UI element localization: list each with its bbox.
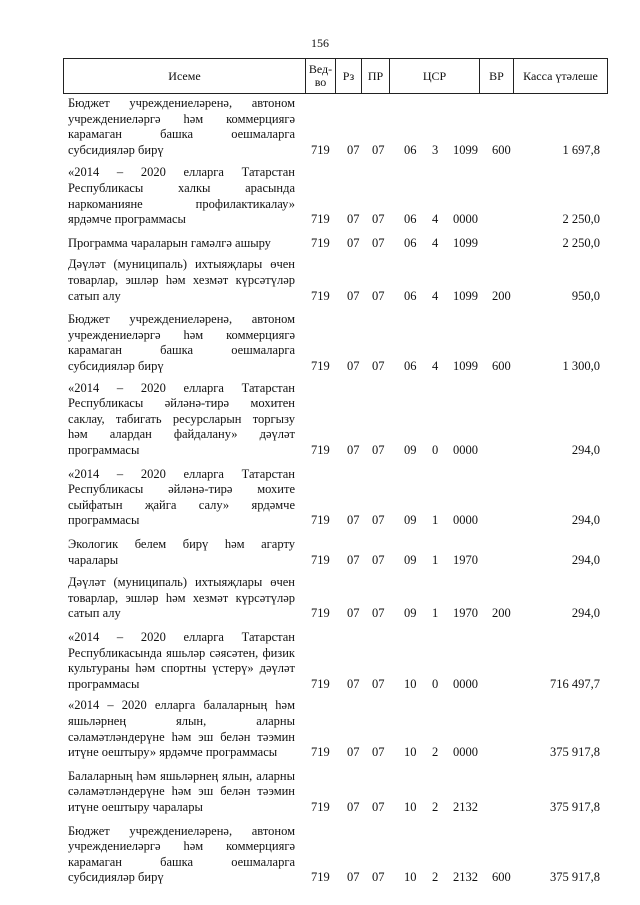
ved-cell: 719 [311,235,330,250]
pr-cell: 07 [372,212,385,227]
table-body [0,96,640,886]
csr-activity-cell: 1970 [453,552,478,567]
csr-subprogram-cell: 4 [432,358,439,373]
kassa-cell: 2 250,0 [562,235,600,250]
rz-cell: 07 [347,552,360,567]
row-name-line: Дәүләт (муниципаль) ихтыяҗлары өчен [68,575,295,590]
rz-cell: 07 [347,745,360,760]
row-name-line: «2014 – 2020 елларга Татарстан [68,466,295,481]
row-name-line: товарлар, эшләр һәм хезмәт күрсәтүләр [68,272,295,287]
row-name [68,575,295,622]
table-row [0,312,640,374]
csr-activity-cell: 0000 [453,513,478,528]
rz-cell: 07 [347,513,360,528]
row-name-line: сыйфатын җайга салу» ярдәмче [68,497,295,512]
row-name [68,769,295,816]
row-name-line: субсидияләр бирү [68,358,164,373]
row-name-line: «2014 – 2020 елларга Татарстан [68,380,295,395]
rz-cell: 07 [347,235,360,250]
table-row [0,630,640,692]
pr-cell: 07 [372,442,385,457]
header-csr: ЦСР [390,59,480,93]
row-name-line: учреждениеләргә һәм коммерциягә [68,327,295,342]
csr-subprogram-cell: 1 [432,513,439,528]
row-name-line: Республикасы халкы арасында [68,180,295,195]
csr-subprogram-cell: 2 [432,870,439,885]
vr-cell: 600 [492,142,511,157]
csr-subprogram-cell: 0 [432,676,439,691]
rz-cell: 07 [347,606,360,621]
rz-cell: 07 [347,358,360,373]
csr-subprogram-cell: 0 [432,442,439,457]
csr-program-cell: 09 [404,513,417,528]
pr-cell: 07 [372,513,385,528]
header-pr: ПР [362,59,390,93]
rz-cell: 07 [347,799,360,814]
row-name [68,537,295,568]
table-row [0,381,640,459]
pr-cell: 07 [372,870,385,885]
row-name-line: программасы [68,513,140,528]
ved-cell: 719 [311,606,330,621]
csr-subprogram-cell: 3 [432,142,439,157]
page-number: 156 [311,36,329,50]
row-name [68,630,295,692]
table-header [63,58,608,94]
csr-activity-cell: 1970 [453,606,478,621]
rz-cell: 07 [347,676,360,691]
csr-activity-cell: 1099 [453,288,478,303]
row-name-line: сәламәтләндерүне һәм эш белән тәэмин [68,784,295,799]
row-name-line: Республикасы әйләнә-тирә мохитен [68,396,295,411]
row-name-line: Бюджет учреждениеләренә, автоном [68,96,295,110]
csr-activity-cell: 0000 [453,212,478,227]
csr-activity-cell: 1099 [453,235,478,250]
row-name-line: Бюджет учреждениеләренә, автоном [68,312,295,327]
kassa-cell: 1 300,0 [562,358,600,373]
rz-cell: 07 [347,212,360,227]
kassa-cell: 950,0 [571,288,600,303]
kassa-cell: 294,0 [571,552,600,567]
table-row [0,537,640,568]
kassa-cell: 375 917,8 [550,870,600,885]
kassa-cell: 716 497,7 [550,676,600,691]
row-name-line: субсидияләр бирү [68,142,164,157]
ved-cell: 719 [311,212,330,227]
csr-program-cell: 06 [404,235,417,250]
row-name-line: «2014 – 2020 елларга Татарстан [68,165,295,180]
pr-cell: 07 [372,235,385,250]
csr-subprogram-cell: 4 [432,212,439,227]
csr-subprogram-cell: 1 [432,552,439,567]
kassa-cell: 2 250,0 [562,212,600,227]
kassa-cell: 294,0 [571,442,600,457]
table-row [0,824,640,886]
row-name-line: «2014 – 2020 елларга Татарстан [68,629,295,644]
rz-cell: 07 [347,442,360,457]
row-name-line: Балаларның һәм яшьләрнең ялын, аларны [68,768,295,783]
ved-cell: 719 [311,513,330,528]
table-row [0,575,640,622]
row-name-line: сатып алу [68,606,121,621]
csr-program-cell: 09 [404,552,417,567]
csr-program-cell: 10 [404,676,417,691]
vr-cell: 600 [492,870,511,885]
row-name [68,381,295,459]
ved-cell: 719 [311,142,330,157]
row-name-line: учреждениеләргә һәм коммерциягә [68,111,295,126]
csr-program-cell: 06 [404,358,417,373]
row-name-line: карамаган башка оешмаларга [68,343,295,358]
header-name: Исеме [64,59,306,93]
csr-program-cell: 10 [404,799,417,814]
table-row [0,257,640,304]
kassa-cell: 294,0 [571,606,600,621]
csr-subprogram-cell: 1 [432,606,439,621]
row-name-line: итүне оештыру» ярдәмче программасы [68,745,278,760]
row-name [68,257,295,304]
csr-activity-cell: 1099 [453,358,478,373]
ved-cell: 719 [311,745,330,760]
csr-subprogram-cell: 2 [432,745,439,760]
csr-subprogram-cell: 2 [432,799,439,814]
csr-activity-cell: 2132 [453,870,478,885]
ved-cell: 719 [311,288,330,303]
csr-program-cell: 06 [404,212,417,227]
row-name-line: карамаган башка оешмаларга [68,127,295,142]
table-row [0,165,640,227]
row-name-line: программасы [68,442,140,457]
table-row [0,769,640,816]
row-name-line: һәм алардан файдалану» дәүләт [68,427,295,442]
csr-program-cell: 10 [404,745,417,760]
kassa-cell: 294,0 [571,513,600,528]
ved-cell: 719 [311,552,330,567]
row-name-line: товарлар, эшләр һәм хезмәт күрсәтүләр [68,590,295,605]
pr-cell: 07 [372,288,385,303]
kassa-cell: 375 917,8 [550,745,600,760]
vr-cell: 200 [492,288,511,303]
header-kassa: Касса үтәлеше [523,68,598,83]
row-name-line: карамаган башка оешмаларга [68,854,295,869]
row-name-line: яшьләрнең ялын, аларны [68,713,295,728]
ved-cell: 719 [311,358,330,373]
rz-cell: 07 [347,288,360,303]
ved-cell: 719 [311,442,330,457]
row-name-line: Экологик белем бирү һәм агарту [68,536,295,551]
row-name-line: сатып алу [68,288,121,303]
row-name [68,312,295,374]
csr-activity-cell: 0000 [453,745,478,760]
row-name-line: программасы [68,676,140,691]
row-name-line: Республикасы әйләнә-тирә мохите [68,482,295,497]
row-name [68,96,295,158]
rz-cell: 07 [347,870,360,885]
header-ved: Вед-во [306,59,336,93]
csr-program-cell: 09 [404,442,417,457]
pr-cell: 07 [372,799,385,814]
csr-activity-cell: 0000 [453,676,478,691]
row-name-line: Республикасында яшьләр сәясәтен, физик [68,645,295,660]
csr-program-cell: 10 [404,870,417,885]
table-row [0,236,640,252]
row-name-line: Бюджет учреждениеләренә, автоном [68,823,295,838]
vr-cell: 600 [492,358,511,373]
row-name [68,165,295,227]
rz-cell: 07 [347,142,360,157]
header-vr: ВР [480,59,514,93]
csr-program-cell: 06 [404,142,417,157]
vr-cell: 200 [492,606,511,621]
row-name-line: наркоманияне профилактикалау» [68,196,295,211]
csr-program-cell: 09 [404,606,417,621]
csr-activity-cell: 1099 [453,142,478,157]
pr-cell: 07 [372,552,385,567]
header-rz: Рз [336,59,362,93]
pr-cell: 07 [372,676,385,691]
csr-program-cell: 06 [404,288,417,303]
row-name-line: учреждениеләргә һәм коммерциягә [68,839,295,854]
row-name-line: Программа чараларын гамәлгә ашыру [68,235,271,250]
row-name [68,698,295,760]
pr-cell: 07 [372,358,385,373]
kassa-cell: 1 697,8 [562,142,600,157]
table-row [0,96,640,158]
row-name [68,824,295,886]
row-name-line: итүне оештыру чаралары [68,799,203,814]
csr-subprogram-cell: 4 [432,235,439,250]
table-row [0,698,640,760]
row-name-line: чаралары [68,552,119,567]
row-name [68,236,295,252]
kassa-cell: 375 917,8 [550,799,600,814]
csr-activity-cell: 0000 [453,442,478,457]
pr-cell: 07 [372,142,385,157]
csr-activity-cell: 2132 [453,799,478,814]
csr-subprogram-cell: 4 [432,288,439,303]
ved-cell: 719 [311,870,330,885]
row-name-line: саклау, табигать ресурсларын торгызу [68,411,295,426]
row-name-line: субсидияләр бирү [68,870,164,885]
row-name [68,467,295,529]
row-name-line: ярдәмче программасы [68,212,186,227]
row-name-line: сәламәтләндерүне һәм эш белән тәэмин [68,729,295,744]
row-name-line: Дәүләт (муниципаль) ихтыяҗлары өчен [68,257,295,272]
ved-cell: 719 [311,799,330,814]
table-row [0,467,640,529]
pr-cell: 07 [372,606,385,621]
row-name-line: культураны һәм спортны үстерү» дәүләт [68,661,295,676]
pr-cell: 07 [372,745,385,760]
ved-cell: 719 [311,676,330,691]
row-name-line: «2014 – 2020 елларга балаларның һәм [68,698,295,713]
